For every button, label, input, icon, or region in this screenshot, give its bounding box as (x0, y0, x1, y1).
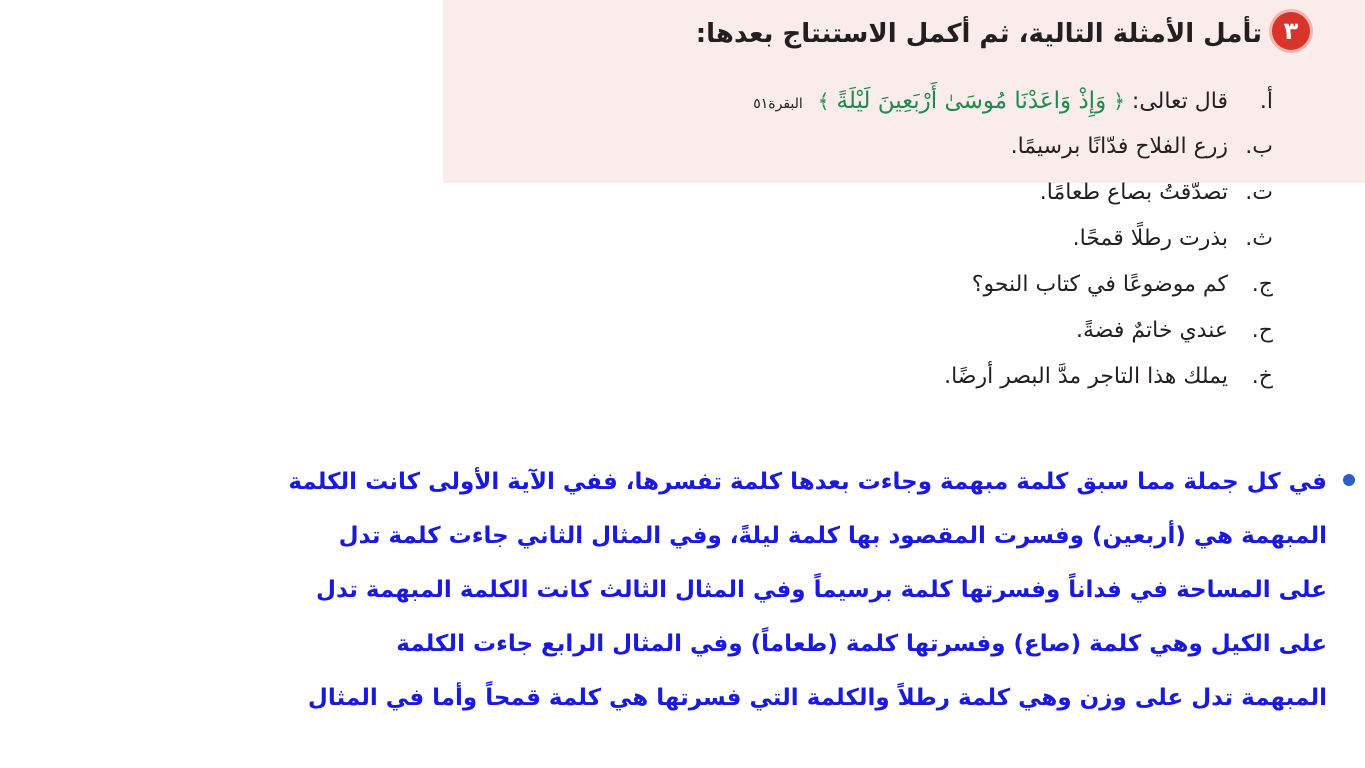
example-text: كم موضوعًا في كتاب النحو؟ (971, 272, 1228, 297)
quran-ornament-close: ﴾ (817, 89, 830, 113)
explanation-paragraph (288, 455, 1327, 725)
example-text: زرع الفلاح فدّانًا برسيمًا. (1010, 134, 1228, 159)
verse-intro: قال تعالى: (1131, 89, 1228, 114)
explanation-line: على المساحة في فداناً وفسرتها كلمة برسيماً وفي المثال الثالث كانت الكلمة المبهمة تدل (316, 577, 1327, 603)
example-letter: ث. (1245, 226, 1273, 251)
example-item-b (753, 124, 1273, 170)
example-text: يملك هذا التاجر مدَّ البصر أرضًا. (944, 364, 1228, 389)
example-letter: ج. (1251, 272, 1273, 297)
quran-ornament-open: ﴿ (1113, 89, 1125, 113)
example-item-kh (753, 354, 1273, 400)
example-letter: خ. (1251, 364, 1273, 389)
explanation-line: على الكيل وهي كلمة (صاع) وفسرتها كلمة (طعاماً) وفي المثال الرابع جاءت الكلمة (396, 631, 1327, 657)
explanation-line: في كل جملة مما سبق كلمة مبهمة وجاءت بعدها كلمة تفسرها، ففي الآية الأولى كانت الكلمة (288, 469, 1327, 495)
verse-source: البقرة٥١ (753, 96, 803, 112)
example-text: تصدّقتُ بصاع طعامًا. (1039, 180, 1228, 205)
exercise-heading: تأمل الأمثلة التالية، ثم أكمل الاستنتاج بعدها: (695, 19, 1262, 49)
bullet-point-icon (1343, 474, 1355, 486)
example-letter: ب. (1245, 134, 1273, 159)
examples-list (753, 78, 1273, 400)
explanation-line: المبهمة هي (أربعين) وفسرت المقصود بها كلمة ليلةً، وفي المثال الثاني جاءت كلمة تدل (338, 523, 1327, 549)
example-letter: أ. (1259, 89, 1273, 114)
example-letter: ح. (1251, 318, 1273, 343)
example-item-h (753, 308, 1273, 354)
example-text: بذرت رطلًا قمحًا. (1072, 226, 1228, 251)
example-text: عندي خاتمٌ فضةً. (1076, 318, 1228, 343)
quran-verse: وَإِذْ وَاعَدْنَا مُوسَىٰ أَرْبَعِينَ لَيْلَةً (836, 88, 1107, 114)
example-text (753, 78, 1228, 127)
example-item-t (753, 170, 1273, 216)
example-item-a (753, 78, 1273, 124)
example-letter: ت. (1245, 180, 1273, 205)
exercise-number-badge: ٣ (1272, 12, 1310, 50)
example-item-j (753, 262, 1273, 308)
explanation-line: المبهمة تدل على وزن وهي كلمة رطلاً والكلمة التي فسرتها هي كلمة قمحاً وأما في المثال (307, 685, 1327, 711)
example-item-th (753, 216, 1273, 262)
